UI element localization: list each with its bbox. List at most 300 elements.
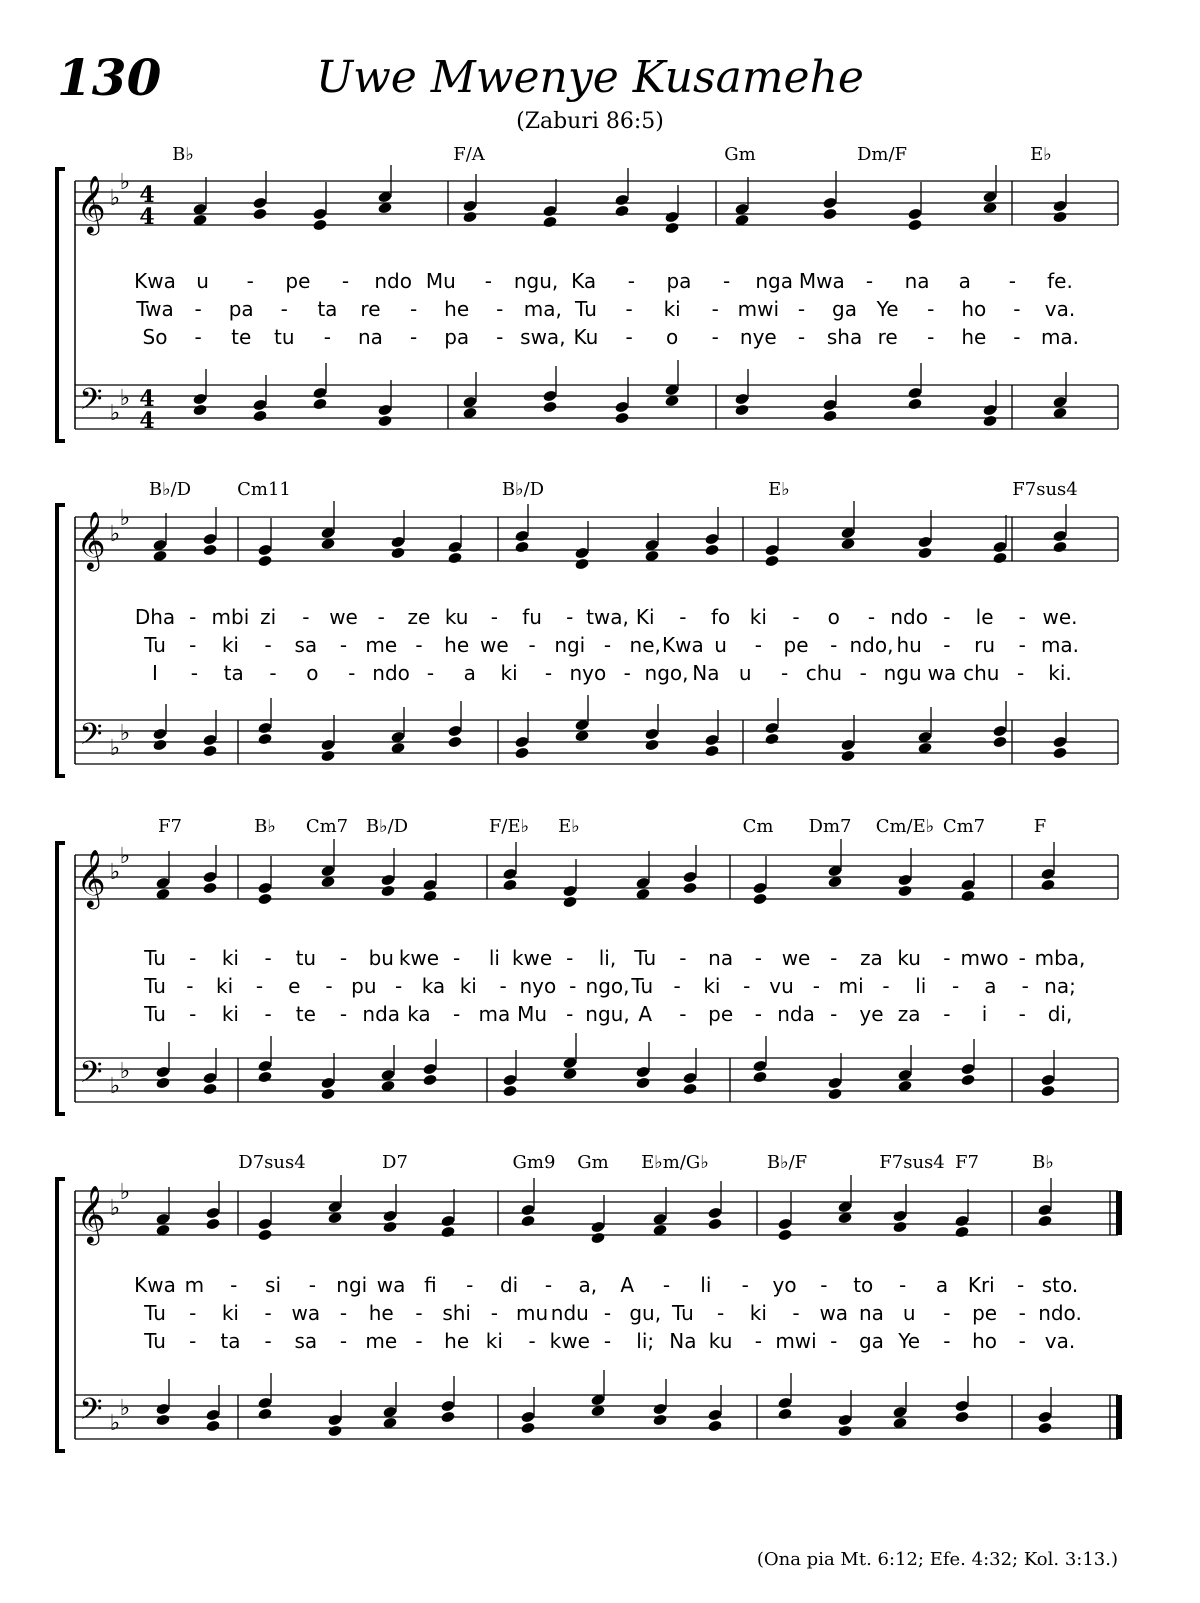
lyric-syllable: - bbox=[544, 661, 553, 685]
lyric-syllable: fo bbox=[710, 605, 731, 629]
note-head bbox=[840, 749, 855, 762]
lyric-syllable: ku bbox=[897, 946, 921, 970]
lyric-syllable: ngo, bbox=[585, 974, 630, 998]
note-head bbox=[440, 1410, 455, 1423]
note-head bbox=[574, 557, 589, 570]
lyric-syllable: a, bbox=[578, 1273, 598, 1297]
lyric-syllable: - bbox=[339, 1301, 348, 1325]
lyric-syllable: ndo bbox=[890, 605, 928, 629]
lyric-syllable: - bbox=[280, 297, 288, 321]
lyric-syllable: - bbox=[269, 661, 277, 685]
lyric-syllable: mwo bbox=[960, 946, 1009, 970]
lyric-syllable: ngu, bbox=[513, 269, 559, 293]
note-head bbox=[380, 884, 395, 897]
lyric-syllable: - bbox=[453, 946, 461, 970]
lyric-syllable: kwe bbox=[549, 1329, 590, 1353]
lyric-syllable: - bbox=[722, 269, 731, 293]
flat-icon: ♭ bbox=[119, 1059, 131, 1084]
lyric-syllable: - bbox=[717, 1301, 725, 1325]
chord-symbol: F7 bbox=[158, 816, 182, 837]
lyric-syllable: - bbox=[246, 269, 254, 293]
lyric-syllable: mi bbox=[838, 974, 864, 998]
note-head bbox=[992, 551, 1007, 564]
lyric-syllable: ki bbox=[485, 1329, 503, 1353]
treble-clef-icon: 𝄞 bbox=[76, 175, 106, 233]
lyric-syllable: Ki bbox=[635, 605, 655, 629]
lyric-syllable: we bbox=[329, 605, 358, 629]
lyric-syllable: Ye bbox=[876, 297, 899, 321]
lyric-syllable: chu bbox=[963, 661, 1000, 685]
lyric-syllable: ki bbox=[221, 1002, 239, 1026]
chord-symbol: B♭/F bbox=[766, 1152, 808, 1173]
flat-icon: ♭ bbox=[109, 522, 121, 547]
lyric-syllable: za bbox=[897, 1002, 921, 1026]
lyric-syllable: li bbox=[488, 946, 500, 970]
note-head bbox=[752, 892, 767, 905]
lyric-syllable: - bbox=[496, 297, 504, 321]
chord-symbol: E♭ bbox=[558, 816, 580, 837]
lyric-syllable: - bbox=[1008, 269, 1016, 293]
lyric-syllable: o bbox=[306, 661, 319, 685]
hymn-title: Uwe Mwenye Kusamehe bbox=[316, 52, 864, 103]
note-head bbox=[635, 1076, 650, 1089]
lyric-syllable: - bbox=[943, 1329, 951, 1353]
lyric-syllable: te bbox=[231, 325, 252, 349]
lyric-syllable: Kwa bbox=[662, 633, 704, 657]
flat-icon: ♭ bbox=[109, 401, 121, 426]
lyric-syllable: - bbox=[1013, 297, 1021, 321]
lyric-syllable: - bbox=[754, 633, 762, 657]
lyric-syllable: - bbox=[603, 1329, 612, 1353]
note-head bbox=[652, 1413, 667, 1426]
flat-icon: ♭ bbox=[109, 186, 121, 211]
lyric-syllable: - bbox=[780, 661, 789, 685]
lyric-syllable: he bbox=[444, 633, 470, 657]
lyric-syllable: - bbox=[339, 946, 348, 970]
lyric-syllable: li; bbox=[636, 1329, 655, 1353]
lyric-syllable: - bbox=[1018, 1329, 1026, 1353]
lyric-syllable: So bbox=[142, 325, 168, 349]
lyric-syllable: - bbox=[339, 1329, 348, 1353]
lyric-syllable: - bbox=[951, 974, 960, 998]
lyric-syllable: - bbox=[490, 1301, 498, 1325]
lyric-syllable: Kri bbox=[967, 1273, 995, 1297]
lyric-syllable: - bbox=[323, 325, 331, 349]
note-head bbox=[440, 1225, 455, 1238]
lyric-syllable: - bbox=[264, 633, 272, 657]
lyric-syllable: kwe bbox=[398, 946, 440, 970]
chord-symbol: B♭ bbox=[1032, 1152, 1054, 1173]
lyric-syllable: - bbox=[673, 974, 681, 998]
note-head bbox=[257, 1407, 272, 1420]
chord-symbol: F7sus4 bbox=[1012, 479, 1078, 500]
lyric-syllable: - bbox=[348, 661, 356, 685]
note-head bbox=[752, 1070, 767, 1083]
note-head bbox=[205, 1217, 220, 1230]
lyric-syllable: chu bbox=[805, 661, 843, 685]
chord-symbol: F7sus4 bbox=[879, 1152, 945, 1173]
note-head bbox=[704, 744, 719, 757]
lyric-syllable: he bbox=[368, 1301, 394, 1325]
lyric-syllable: ki bbox=[703, 974, 721, 998]
note-head bbox=[682, 881, 697, 894]
lyric-syllable: u bbox=[714, 633, 727, 657]
lyric-syllable: ma, bbox=[523, 297, 562, 321]
note-head bbox=[707, 1217, 722, 1230]
note-head bbox=[257, 1228, 272, 1241]
lyric-syllable: ku bbox=[444, 605, 469, 629]
lyric-syllable: - bbox=[194, 297, 202, 321]
lyric-syllable: o bbox=[827, 605, 840, 629]
lyric-syllable: wa bbox=[819, 1301, 849, 1325]
lyric-syllable: hu bbox=[896, 633, 922, 657]
lyric-syllable: nda bbox=[362, 1002, 401, 1026]
note-head bbox=[202, 744, 217, 757]
lyric-syllable: - bbox=[830, 1002, 838, 1026]
lyric-syllable: - bbox=[189, 1301, 197, 1325]
note-head bbox=[837, 1424, 852, 1437]
hymn-number: 130 bbox=[57, 48, 162, 107]
lyric-syllable: za bbox=[860, 946, 883, 970]
lyric-syllable: he bbox=[444, 1329, 470, 1353]
note-head bbox=[1052, 746, 1067, 759]
lyric-syllable: ru bbox=[974, 633, 996, 657]
note-head bbox=[390, 546, 405, 559]
lyric-syllable: A bbox=[620, 1273, 635, 1297]
lyric-syllable: ma. bbox=[1040, 633, 1080, 657]
lyric-syllable: - bbox=[943, 605, 951, 629]
lyric-syllable: - bbox=[898, 1273, 907, 1297]
time-signature: 4 bbox=[139, 182, 155, 208]
lyric-syllable: - bbox=[1017, 661, 1025, 685]
flat-icon: ♭ bbox=[109, 1074, 121, 1099]
flat-icon: ♭ bbox=[109, 860, 121, 885]
lyric-syllable: - bbox=[264, 1002, 272, 1026]
music-system-4 bbox=[57, 1152, 1122, 1451]
lyric-syllable: Tu bbox=[575, 297, 597, 321]
time-signature: 4 bbox=[139, 408, 155, 434]
music-system-3 bbox=[57, 816, 1118, 1114]
lyric-syllable: - bbox=[415, 633, 423, 657]
note-head bbox=[907, 397, 922, 410]
lyric-syllable: li bbox=[915, 974, 927, 998]
chord-symbol: F/E♭ bbox=[488, 816, 530, 837]
brace-icon bbox=[57, 1179, 65, 1451]
note-head bbox=[327, 1424, 342, 1437]
lyric-syllable: Tu bbox=[144, 1002, 166, 1026]
lyric-syllable: A bbox=[638, 1002, 653, 1026]
lyric-syllable: - bbox=[415, 1329, 423, 1353]
lyric-syllable: - bbox=[927, 297, 935, 321]
lyric-syllable: ndo, bbox=[849, 633, 894, 657]
note-head bbox=[152, 738, 167, 751]
flat-icon: ♭ bbox=[109, 1196, 121, 1221]
lyric-syllable: Tu bbox=[671, 1301, 694, 1325]
lyric-syllable: - bbox=[230, 1273, 238, 1297]
note-head bbox=[155, 1076, 170, 1089]
note-head bbox=[320, 749, 335, 762]
lyric-syllable: - bbox=[566, 1002, 574, 1026]
lyric-syllable: - bbox=[792, 605, 800, 629]
lyric-syllable: - bbox=[194, 325, 202, 349]
lyric-syllable: na bbox=[358, 325, 383, 349]
lyric-syllable: - bbox=[1018, 605, 1026, 629]
lyric-syllable: - bbox=[865, 269, 874, 293]
lyric-syllable: fi bbox=[424, 1273, 437, 1297]
note-head bbox=[764, 554, 779, 567]
lyric-syllable: Mu bbox=[425, 269, 456, 293]
note-head bbox=[502, 1084, 517, 1097]
note-head bbox=[202, 881, 217, 894]
lyric-syllable: swa, bbox=[520, 325, 566, 349]
lyric-syllable: va. bbox=[1044, 297, 1076, 321]
lyric-syllable: - bbox=[711, 297, 719, 321]
lyric-syllable: - bbox=[623, 661, 631, 685]
lyric-syllable: - bbox=[625, 297, 633, 321]
lyric-syllable: ho bbox=[961, 297, 987, 321]
lyric-syllable: ngo, bbox=[644, 661, 689, 685]
lyric-syllable: - bbox=[820, 1273, 828, 1297]
lyric-syllable: - bbox=[566, 605, 574, 629]
chord-symbol: Cm bbox=[742, 816, 774, 837]
lyric-syllable: - bbox=[409, 297, 418, 321]
lyric-syllable: te bbox=[295, 1002, 316, 1026]
lyric-syllable: di bbox=[499, 1273, 519, 1297]
lyric-syllable: - bbox=[569, 974, 577, 998]
brace-icon bbox=[57, 843, 65, 1114]
lyric-syllable: - bbox=[499, 974, 507, 998]
lyric-syllable: va. bbox=[1044, 1329, 1076, 1353]
lyric-syllable: - bbox=[792, 1301, 800, 1325]
flat-icon: ♭ bbox=[119, 1396, 131, 1421]
note-head bbox=[562, 895, 577, 908]
chord-symbol: E♭ bbox=[1030, 144, 1052, 165]
final-barline bbox=[1116, 1191, 1122, 1235]
lyric-syllable: Ku bbox=[573, 325, 599, 349]
lyric-syllable: ndo. bbox=[1038, 1301, 1082, 1325]
note-head bbox=[992, 735, 1007, 748]
lyric-syllable: u bbox=[738, 661, 752, 685]
lyric-syllable: - bbox=[490, 605, 498, 629]
lyric-syllable: - bbox=[544, 1273, 553, 1297]
note-head bbox=[462, 210, 477, 223]
lyric-syllable: Tu bbox=[144, 1329, 166, 1353]
note-head bbox=[1040, 1084, 1055, 1097]
lyric-syllable: na bbox=[708, 946, 734, 970]
lyric-syllable: mu bbox=[515, 1301, 549, 1325]
brace-icon bbox=[57, 169, 65, 441]
lyric-syllable: pe bbox=[285, 269, 311, 293]
lyric-syllable: - bbox=[882, 974, 890, 998]
lyric-syllable: Kwa bbox=[134, 269, 176, 293]
lyric-syllable: Tu bbox=[634, 946, 657, 970]
lyric-syllable: ngi bbox=[554, 633, 586, 657]
lyric-syllable: pu bbox=[351, 974, 377, 998]
lyric-syllable: - bbox=[743, 974, 751, 998]
lyric-syllable: bu bbox=[368, 946, 394, 970]
lyric-syllable: - bbox=[395, 974, 403, 998]
lyric-syllable: Na bbox=[669, 1329, 697, 1353]
note-head bbox=[682, 1082, 697, 1095]
lyric-syllable: nga bbox=[755, 269, 794, 293]
note-head bbox=[1040, 878, 1055, 891]
lyric-syllable: Ka bbox=[571, 269, 597, 293]
footnote: (Ona pia Mt. 6:12; Efe. 4:32; Kol. 3:13.) bbox=[756, 1549, 1118, 1570]
lyric-syllable: - bbox=[679, 946, 687, 970]
lyric-syllable: - bbox=[1013, 325, 1021, 349]
lyric-syllable: - bbox=[189, 946, 197, 970]
chord-symbol: Gm bbox=[724, 144, 756, 165]
lyric-syllable: mwi bbox=[775, 1329, 817, 1353]
flat-icon: ♭ bbox=[119, 844, 131, 869]
note-head bbox=[822, 409, 837, 422]
lyric-syllable: na; bbox=[1044, 974, 1076, 998]
lyric-syllable: ga bbox=[858, 1329, 884, 1353]
brace-icon bbox=[57, 505, 65, 776]
lyric-syllable: kwe bbox=[511, 946, 553, 970]
lyric-syllable: pa bbox=[228, 297, 254, 321]
lyric-syllable: wa bbox=[927, 661, 957, 685]
lyric-syllable: - bbox=[409, 325, 418, 349]
chord-symbol: D7 bbox=[382, 1152, 408, 1173]
lyric-syllable: - bbox=[754, 946, 762, 970]
lyric-syllable: ngi bbox=[336, 1273, 368, 1297]
lyric-syllable: ze bbox=[407, 605, 431, 629]
lyric-syllable: - bbox=[662, 1273, 671, 1297]
lyric-syllable: - bbox=[255, 974, 264, 998]
lyric-syllable: Mwa bbox=[798, 269, 845, 293]
note-head bbox=[312, 218, 327, 231]
bass-clef-icon: 𝄢 bbox=[79, 1056, 103, 1097]
bass-clef-icon: 𝄢 bbox=[79, 718, 103, 759]
lyric-syllable: sha bbox=[826, 325, 863, 349]
lyric-syllable: Tu bbox=[144, 633, 166, 657]
note-head bbox=[502, 878, 517, 891]
lyric-syllable: Tu bbox=[631, 974, 654, 998]
lyric-syllable: - bbox=[377, 605, 385, 629]
note-head bbox=[664, 221, 679, 234]
lyric-syllable: - bbox=[741, 1273, 749, 1297]
lyric-syllable: - bbox=[528, 1329, 536, 1353]
lyric-syllable: pa bbox=[444, 325, 470, 349]
lyric-syllable: le bbox=[975, 605, 994, 629]
final-barline bbox=[1116, 1395, 1122, 1439]
lyric-syllable: ngu bbox=[883, 661, 922, 685]
lyric-syllable: sa bbox=[294, 633, 318, 657]
lyric-syllable: - bbox=[1018, 1002, 1026, 1026]
lyric-syllable: - bbox=[754, 1002, 762, 1026]
lyric-syllable: - bbox=[264, 946, 272, 970]
lyric-syllable: e bbox=[288, 974, 301, 998]
note-head bbox=[257, 732, 272, 745]
lyric-syllable: tu bbox=[274, 325, 295, 349]
lyric-syllable: - bbox=[867, 605, 876, 629]
lyric-syllable: me bbox=[365, 633, 398, 657]
lyric-syllable: twa, bbox=[586, 605, 629, 629]
lyric-syllable: - bbox=[943, 1002, 951, 1026]
lyric-syllable: tu bbox=[295, 946, 317, 970]
lyric-syllable: - bbox=[264, 1301, 272, 1325]
lyric-syllable: - bbox=[426, 661, 435, 685]
chord-symbol: Cm7 bbox=[305, 816, 349, 837]
lyric-syllable: gu, bbox=[629, 1301, 662, 1325]
lyric-syllable: - bbox=[339, 633, 348, 657]
lyric-syllable: Kwa bbox=[134, 1273, 176, 1297]
lyric-syllable: sa bbox=[294, 1329, 318, 1353]
lyric-syllable: ndu bbox=[550, 1301, 589, 1325]
note-head bbox=[704, 543, 719, 556]
note-head bbox=[827, 1087, 842, 1100]
lyric-syllable: - bbox=[943, 1301, 951, 1325]
lyric-syllable: pe bbox=[972, 1301, 998, 1325]
note-head bbox=[192, 403, 207, 416]
note-head bbox=[447, 551, 462, 564]
note-head bbox=[614, 411, 629, 424]
note-head bbox=[1037, 1214, 1052, 1227]
chord-symbol: E♭ bbox=[768, 479, 790, 500]
lyric-syllable: pa bbox=[666, 269, 692, 293]
lyric-syllable: - bbox=[264, 1329, 272, 1353]
lyric-syllable: ki bbox=[500, 661, 518, 685]
lyric-syllable: o bbox=[666, 325, 679, 349]
lyric-syllable: - bbox=[341, 269, 350, 293]
lyric-syllable: - bbox=[1018, 633, 1026, 657]
lyric-syllable: ku bbox=[708, 1329, 733, 1353]
lyric-syllable: di, bbox=[1047, 1002, 1073, 1026]
note-head bbox=[1052, 540, 1067, 553]
note-head bbox=[764, 732, 779, 745]
note-head bbox=[202, 1082, 217, 1095]
note-head bbox=[447, 735, 462, 748]
lyric-syllable: we bbox=[781, 946, 811, 970]
lyric-syllable: ka bbox=[421, 974, 446, 998]
lyric-syllable: - bbox=[466, 1273, 474, 1297]
lyric-syllable: - bbox=[308, 1273, 317, 1297]
lyric-syllable: a bbox=[935, 1273, 949, 1297]
lyric-syllable: li, bbox=[598, 946, 617, 970]
lyric-syllable: ki bbox=[749, 605, 767, 629]
note-head bbox=[320, 1087, 335, 1100]
lyric-syllable: me bbox=[365, 1329, 398, 1353]
lyric-syllable: ki bbox=[459, 974, 477, 998]
lyric-syllable: ngu, bbox=[585, 1002, 630, 1026]
note-head bbox=[377, 414, 392, 427]
treble-clef-icon: 𝄞 bbox=[76, 511, 106, 569]
lyric-syllable: ki bbox=[216, 974, 234, 998]
lyric-syllable: ma bbox=[478, 1002, 511, 1026]
chord-symbol: E♭m/G♭ bbox=[641, 1152, 709, 1173]
chord-symbol: D7sus4 bbox=[238, 1152, 306, 1173]
chord-symbol: F/A bbox=[453, 144, 485, 165]
chord-symbol: Cm7 bbox=[942, 816, 986, 837]
lyric-syllable: a bbox=[463, 661, 476, 685]
lyric-syllable: - bbox=[603, 1301, 612, 1325]
chord-symbol: B♭ bbox=[254, 816, 276, 837]
note-head bbox=[954, 1410, 969, 1423]
lyric-syllable: - bbox=[603, 633, 612, 657]
lyric-syllable: to bbox=[853, 1273, 874, 1297]
lyric-syllable: - bbox=[627, 269, 635, 293]
lyric-syllable: - bbox=[1021, 974, 1029, 998]
lyric-syllable: - bbox=[927, 325, 935, 349]
lyric-syllable: na bbox=[858, 1301, 884, 1325]
music-system-2 bbox=[57, 479, 1118, 776]
lyric-syllable: I bbox=[152, 661, 158, 685]
chord-symbol: Cm11 bbox=[237, 479, 291, 500]
note-head bbox=[1052, 210, 1067, 223]
lyric-syllable: - bbox=[859, 661, 867, 685]
lyric-syllable: u bbox=[902, 1301, 916, 1325]
